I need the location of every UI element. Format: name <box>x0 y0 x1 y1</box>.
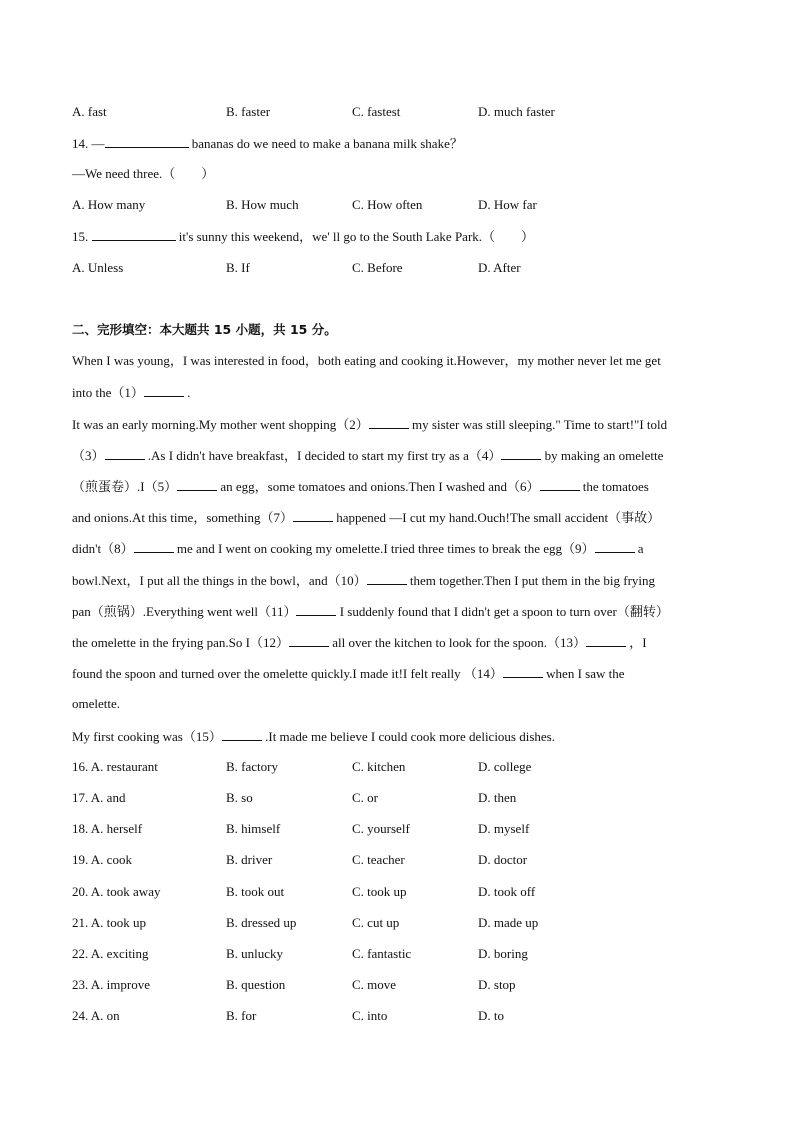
blank-10 <box>367 572 407 585</box>
passage-text: found the spoon and turned over the omelette quickly.I made it!I felt really （14） <box>72 666 503 681</box>
passage-line <box>72 478 649 495</box>
passage-line <box>72 728 555 745</box>
passage-text: an egg，some tomatoes and onions.Then I washed and（6） <box>217 479 540 494</box>
q15-options <box>72 260 732 276</box>
option-a: 21. A. took up <box>72 915 147 930</box>
passage-text: by making an omelette <box>541 448 664 463</box>
option-b: B. question <box>226 977 286 992</box>
q13-options <box>72 104 732 120</box>
option-d: D. myself <box>478 821 530 836</box>
q14-answer-line: —We need three.（ ） <box>72 166 215 181</box>
blank-14 <box>503 665 543 678</box>
blank-5 <box>177 478 217 491</box>
passage-line <box>72 447 663 464</box>
q16-options <box>72 759 732 775</box>
passage-text: It was an early morning.My mother went shopping（2） <box>72 417 369 432</box>
blank-15 <box>222 728 262 741</box>
option-c: C. kitchen <box>352 759 406 774</box>
option-d: D. to <box>478 1008 504 1023</box>
q13-option-b: B. faster <box>226 104 271 119</box>
passage-text: .It made me believe I could cook more delicious dishes. <box>261 729 555 744</box>
q13-option-c: C. fastest <box>352 104 401 119</box>
option-d: D. took off <box>478 884 536 899</box>
option-a: 16. A. restaurant <box>72 759 158 774</box>
option-a: 23. A. improve <box>72 977 150 992</box>
passage-text: me and I went on cooking my omelette.I tried three times to break the egg（9） <box>173 541 595 556</box>
q13-option-a: A. fast <box>72 104 107 119</box>
passage-text: into the（1） <box>72 385 144 400</box>
option-c: C. move <box>352 977 397 992</box>
passage-text: bowl.Next，I put all the things in the bowl，and（10） <box>72 573 367 588</box>
passage-line <box>72 416 667 433</box>
blank-11 <box>296 603 336 616</box>
blank-6 <box>540 478 580 491</box>
blank-13 <box>586 634 626 647</box>
passage-text: I suddenly found that I didn't get a spoon to turn over（翻转） <box>336 604 669 619</box>
option-b: B. himself <box>226 821 281 836</box>
q14-stem <box>72 135 463 152</box>
q18-options <box>72 821 732 837</box>
q22-options <box>72 946 732 962</box>
option-a: 19. A. cook <box>72 852 132 867</box>
option-c: C. yourself <box>352 821 410 836</box>
option-b: B. factory <box>226 759 278 774</box>
passage-text: （煎蛋卷）.I（5） <box>72 479 178 494</box>
option-b: B. so <box>226 790 253 805</box>
q24-options <box>72 1008 732 1024</box>
blank-2 <box>369 416 409 429</box>
passage-line: omelette. <box>72 696 121 711</box>
option-d: D. doctor <box>478 852 528 867</box>
q15-option-d: D. After <box>478 260 521 275</box>
section-heading: 二、完形填空：本大题共 15 小题，共 15 分。 <box>72 322 337 337</box>
passage-line <box>72 384 190 401</box>
q14-blank <box>105 135 189 148</box>
option-b: B. dressed up <box>226 915 297 930</box>
passage-text: didn't（8） <box>72 541 134 556</box>
passage-line <box>72 665 625 682</box>
passage-line <box>72 603 669 620</box>
q15-stem <box>72 228 534 245</box>
q15-stem-text: it's sunny this weekend，we' ll go to the South Lake Park.（ ） <box>175 229 535 244</box>
q17-options <box>72 790 732 806</box>
blank-3 <box>105 447 145 460</box>
blank-12 <box>289 634 329 647</box>
q14-option-d: D. How far <box>478 197 537 212</box>
passage-text: ，I <box>626 635 647 650</box>
q20-options <box>72 884 732 900</box>
option-b: B. driver <box>226 852 273 867</box>
q14-options <box>72 197 732 213</box>
option-c: C. or <box>352 790 378 805</box>
option-d: D. stop <box>478 977 516 992</box>
option-b: B. took out <box>226 884 285 899</box>
blank-4 <box>501 447 541 460</box>
q14-stem-text: bananas do we need to make a banana milk shake？ <box>188 136 463 151</box>
passage-text: when I saw the <box>542 666 625 681</box>
passage-text: the omelette in the frying pan.So I（12） <box>72 635 289 650</box>
q14-option-b: B. How much <box>226 197 299 212</box>
passage-text: them together.Then I put them in the big frying <box>406 573 656 588</box>
option-a: 20. A. took away <box>72 884 161 899</box>
q14-prefix: 14. — <box>72 136 105 151</box>
blank-8 <box>134 540 174 553</box>
passage-text: My first cooking was（15） <box>72 729 222 744</box>
passage-line: When I was young，I was interested in food，both eating and cooking it.However，my mother never let me get <box>72 353 661 368</box>
passage-text: .As I didn't have breakfast，I decided to start my first try as a（4） <box>144 448 502 463</box>
option-a: 17. A. and <box>72 790 126 805</box>
option-c: C. fantastic <box>352 946 412 961</box>
q19-options <box>72 852 732 868</box>
q15-option-b: B. If <box>226 260 250 275</box>
option-b: B. for <box>226 1008 257 1023</box>
q13-option-d: D. much faster <box>478 104 555 119</box>
blank-9 <box>595 540 635 553</box>
option-d: D. boring <box>478 946 528 961</box>
passage-line <box>72 540 644 557</box>
option-c: C. into <box>352 1008 388 1023</box>
option-a: 22. A. exciting <box>72 946 149 961</box>
passage-text: . <box>183 385 191 400</box>
passage-text: the tomatoes <box>579 479 649 494</box>
option-a: 24. A. on <box>72 1008 120 1023</box>
option-c: C. cut up <box>352 915 400 930</box>
q14-option-c: C. How often <box>352 197 423 212</box>
blank-1 <box>144 384 184 397</box>
option-c: C. teacher <box>352 852 405 867</box>
q15-option-a: A. Unless <box>72 260 124 275</box>
passage-text: all over the kitchen to look for the spoon.（13） <box>328 635 587 650</box>
q23-options <box>72 977 732 993</box>
passage-text: （3） <box>72 448 105 463</box>
q15-prefix: 15. <box>72 229 92 244</box>
q14-option-a: A. How many <box>72 197 146 212</box>
passage-text: a <box>634 541 644 556</box>
option-a: 18. A. herself <box>72 821 143 836</box>
q15-blank <box>92 228 176 241</box>
q21-options <box>72 915 732 931</box>
option-d: D. college <box>478 759 532 774</box>
option-c: C. took up <box>352 884 407 899</box>
option-d: D. then <box>478 790 517 805</box>
option-d: D. made up <box>478 915 539 930</box>
q15-option-c: C. Before <box>352 260 403 275</box>
passage-line <box>72 572 655 589</box>
passage-text: my sister was still sleeping." Time to start!"I told <box>408 417 668 432</box>
passage-line <box>72 509 660 526</box>
option-b: B. unlucky <box>226 946 284 961</box>
passage-text: and onions.At this time，something（7） <box>72 510 293 525</box>
passage-text: happened —I cut my hand.Ouch!The small accident（事故） <box>333 510 661 525</box>
passage-text: pan（煎锅）.Everything went well（11） <box>72 604 297 619</box>
passage-line <box>72 634 647 651</box>
blank-7 <box>293 509 333 522</box>
